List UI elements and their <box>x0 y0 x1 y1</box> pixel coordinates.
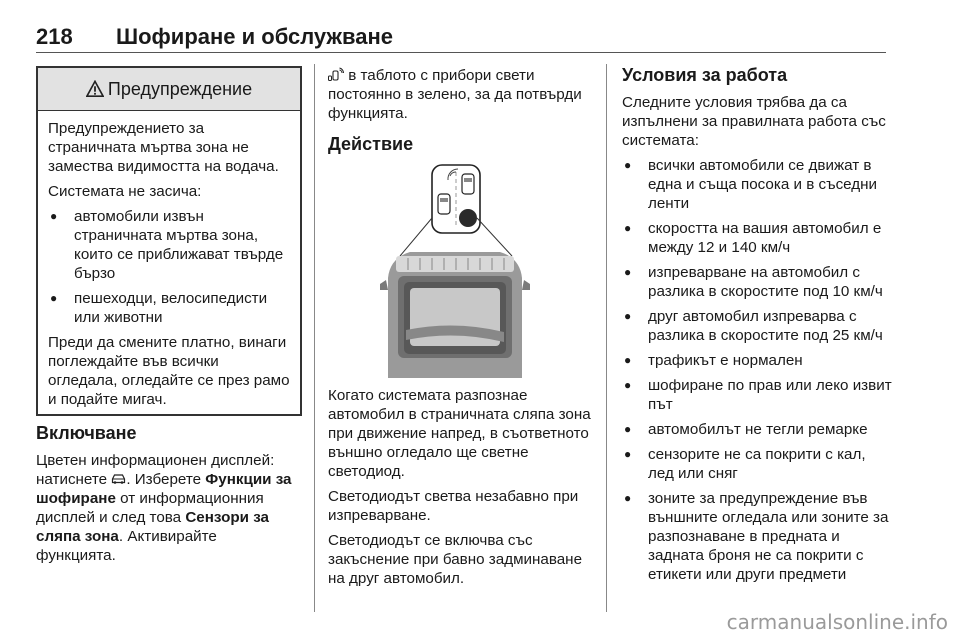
list-item: ● скоростта на вашия автомобил е между 12 и 140 км/ч <box>622 219 894 257</box>
operation-paragraph: Светодиодът се включва със закъснение при бавно задминаване на друг автомобил. <box>328 532 583 587</box>
warning-paragraph: Предупреждението за страничната мъртва зона не замества видимостта на водача. <box>48 120 279 175</box>
menu-path: Функции за шофиране <box>36 471 292 507</box>
list-item: ● шофиране по прав или леко извит път <box>622 376 894 414</box>
watermark: carmanualsonline.info <box>726 610 948 634</box>
menu-path: Сензори за сляпа зона <box>36 509 269 545</box>
activation-paragraph: Цветен информационен дисплей: натиснете . Изберете Функции за шофиране от информационния дисплей и след това Сензори за сляпа зона. Активирайте функцията. <box>36 452 292 564</box>
page-number: 218 <box>36 24 73 49</box>
warning-body <box>38 111 300 409</box>
operation-paragraph: Светодиодът светва незабавно при изпреварване. <box>328 488 579 524</box>
list-item: ● трафикът е нормален <box>622 351 894 370</box>
conditions-section <box>622 66 894 590</box>
activation-section <box>36 424 300 571</box>
operation-text <box>328 386 594 594</box>
middle-column <box>328 66 594 162</box>
warning-triangle-icon <box>86 80 104 98</box>
column-divider <box>606 64 607 612</box>
list-item: ● зоните за предупреждение във външните огледала или зоните за разпознаване в предната и задната броня не са покрити с етикети или други предмети <box>622 489 894 584</box>
intro-paragraph: в таблото с прибори свети постоянно в зелено, за да потвърди функцията. <box>328 67 582 122</box>
warning-title: Предупреждение <box>107 78 253 99</box>
list-item: ● друг автомобил изпреварва с разлика в скоростите под 25 км/ч <box>622 307 894 345</box>
header-rule <box>36 52 886 53</box>
warning-header <box>38 68 300 111</box>
warning-list <box>48 207 292 327</box>
section-heading: Включване <box>36 423 137 443</box>
section-heading: Действие <box>328 134 414 154</box>
conditions-list <box>622 156 894 584</box>
list-item: ● автомобили извън страничната мъртва зона, които се приближават твърде бързо <box>48 207 292 283</box>
blind-spot-illustration <box>380 160 530 378</box>
operation-paragraph: Когато системата разпознае автомобил в страничната сляпа зона при движение напред, в съответното външно огледало ще светне светодиод. <box>328 387 591 480</box>
blind-spot-indicator-icon <box>328 67 344 81</box>
warning-paragraph: Системата не засича: <box>48 183 202 200</box>
section-heading: Условия за работа <box>622 65 788 85</box>
warning-box <box>36 66 302 416</box>
conditions-intro: Следните условия трябва да са изпълнени за правилната работа със системата: <box>622 94 886 149</box>
page-title: Шофиране и обслужване <box>116 24 394 49</box>
list-item: ● изпреварване на автомобил с разлика в скоростите под 10 км/ч <box>622 263 894 301</box>
list-item: ● автомобилът не тегли ремарке <box>622 420 894 439</box>
list-item: ● всички автомобили се движат в една и съща посока и в съседни ленти <box>622 156 894 213</box>
list-item: ● пешеходци, велосипедисти или животни <box>48 289 292 327</box>
car-settings-icon <box>111 473 126 485</box>
column-divider <box>314 64 315 612</box>
list-item: ● сензорите не са покрити с кал, лед или сняг <box>622 445 894 483</box>
page-header <box>36 24 886 54</box>
warning-paragraph: Преди да смените платно, винаги поглеждайте във всички огледала, огледайте се през рамо и подайте мигач. <box>48 334 290 408</box>
